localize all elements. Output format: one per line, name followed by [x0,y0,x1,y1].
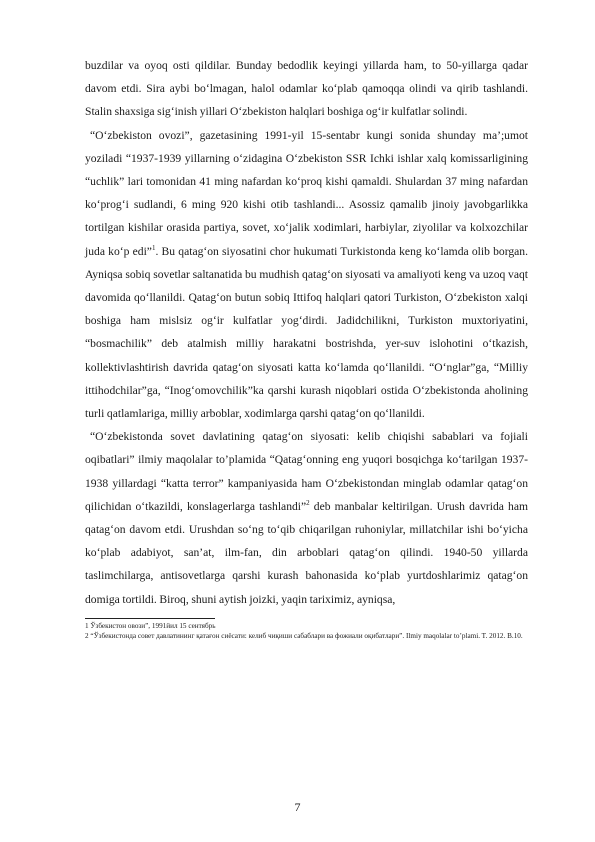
footnote-ref-1[interactable]: 1 [151,243,156,252]
footnote-1: 1 Ўзбекистон овози”, 1991йил 15 сентябрь [85,621,216,630]
paragraph-3 [85,425,528,611]
footnote-ref-2[interactable]: 2 [306,499,310,507]
page-number: 7 [294,800,301,814]
page-body [85,54,528,641]
footnotes [85,621,528,641]
paragraph-3-text: “O‘zbekistonda sovet davlatining qatag‘on siyosati: kelib chiqishi sabablari va fojiali oqibatlari” ilmiy maqolalar to’plamida “Qatag‘onning eng yuqori bosqichga ko‘tarilgan 1937-1938 yillardagi “katta terror” kampaniyasida ham O‘zbekistondan minglab odamlar qatag‘on qilichidan o‘tkazildi, konslagerlarga tashlandi” [85,430,528,513]
paragraph-2-text: “O‘zbekiston ovozi”, gazetasining 1991-yil 15-sentabr kungi sonida shunday ma’;umot yoziladi “1937-1939 yillarning o‘zidagina O‘zbekiston SSR Ichki ishlar xalq komissarligining “uchlik” lari tomonidan 41 ming nafardan ko‘proq kishi qamaldi. Shulardan 37 ming nafardan ko‘prog‘i sudlandi, 6 ming 920 kishi otib tashlandi... Asossiz qamalib jinoiy javobgarlikka tortilgan kishilar orasida partiya, sovet, xo‘jalik xodimlari, harbiylar, ziyolilar va kolxozchilar juda ko‘p edi” [85,128,528,258]
paragraph-2-continued: . Bu qatag‘on siyosatini chor hukumati Turkistonda keng ko‘lamda olib borgan. Ayniqsa sobiq sovetlar saltanatida bu mudhish qatag‘on siyosati va amaliyoti keng va uzoq vaqt davomida qo‘llanildi. Qatag‘on butun sobiq Ittifoq halqlari qatori Turkiston, O‘zbekiston xalqi boshiga ham mislsiz og‘ir kulfatlar yog‘dirdi. Jadidchilikni, Turkiston muxtoriyatini, “bosmachilik” deb atalmish milliy harakatni bostrishda, yer-suv islohotini o‘tkazish, kollektivlashtirish davrida qatag‘on siyosati katta ko‘lamda qo‘llanildi. “O‘nglar”ga, “Milliy ittihodchilar”ga, “Inog‘omovchilik”ka qarshi kurash niqoblari ostida O‘zbekistonda aholining turli qatlamlariga, milliy arboblar, xodimlarga qarshi qatag‘on qo‘llanildi. [85,244,528,421]
paragraph-1: buzdilar va oyoq osti qildilar. Bunday bedodlik keyingi yillarda ham, to 50-yillarga qadar davom etdi. Sira aybi bo‘lmagan, halol odamlar ko‘plab qamoqqa olindi va qirib tashlandi. Stalin shaxsiga sig‘inish yillari O‘zbekiston halqlari boshiga og‘ir kulfatlar solindi. [85,59,528,119]
paragraph-3-continued: deb manbalar keltirilgan. Urush davrida ham qatag‘on davom etdi. Urushdan so‘ng to‘qib chiqarilgan ruhoniylar, millatchilar ishi bo‘yicha ko‘plab adabiyot, san’at, ilm-fan, din arboblari qatag‘on qilindi. 1940-50 yillarda taslimchilarga, antisovetlarga qarshi kurash bahonasida ko‘plab yurtdoshlarimiz qatag‘on domiga tortildi. Biroq, shuni aytish joizki, yaqin tariximiz, ayniqsa, [85,499,528,606]
footnote-2: 2 “Ўзбекистонда совет давлатининг қатағон сиёсати: келиб чиқиши сабаблари ва фожиали оқибатлари”. Ilmiy maqolalar to’plami. T. 2012. B.10. [85,632,523,641]
paragraph-2 [85,124,528,426]
footnote-separator [85,618,215,619]
